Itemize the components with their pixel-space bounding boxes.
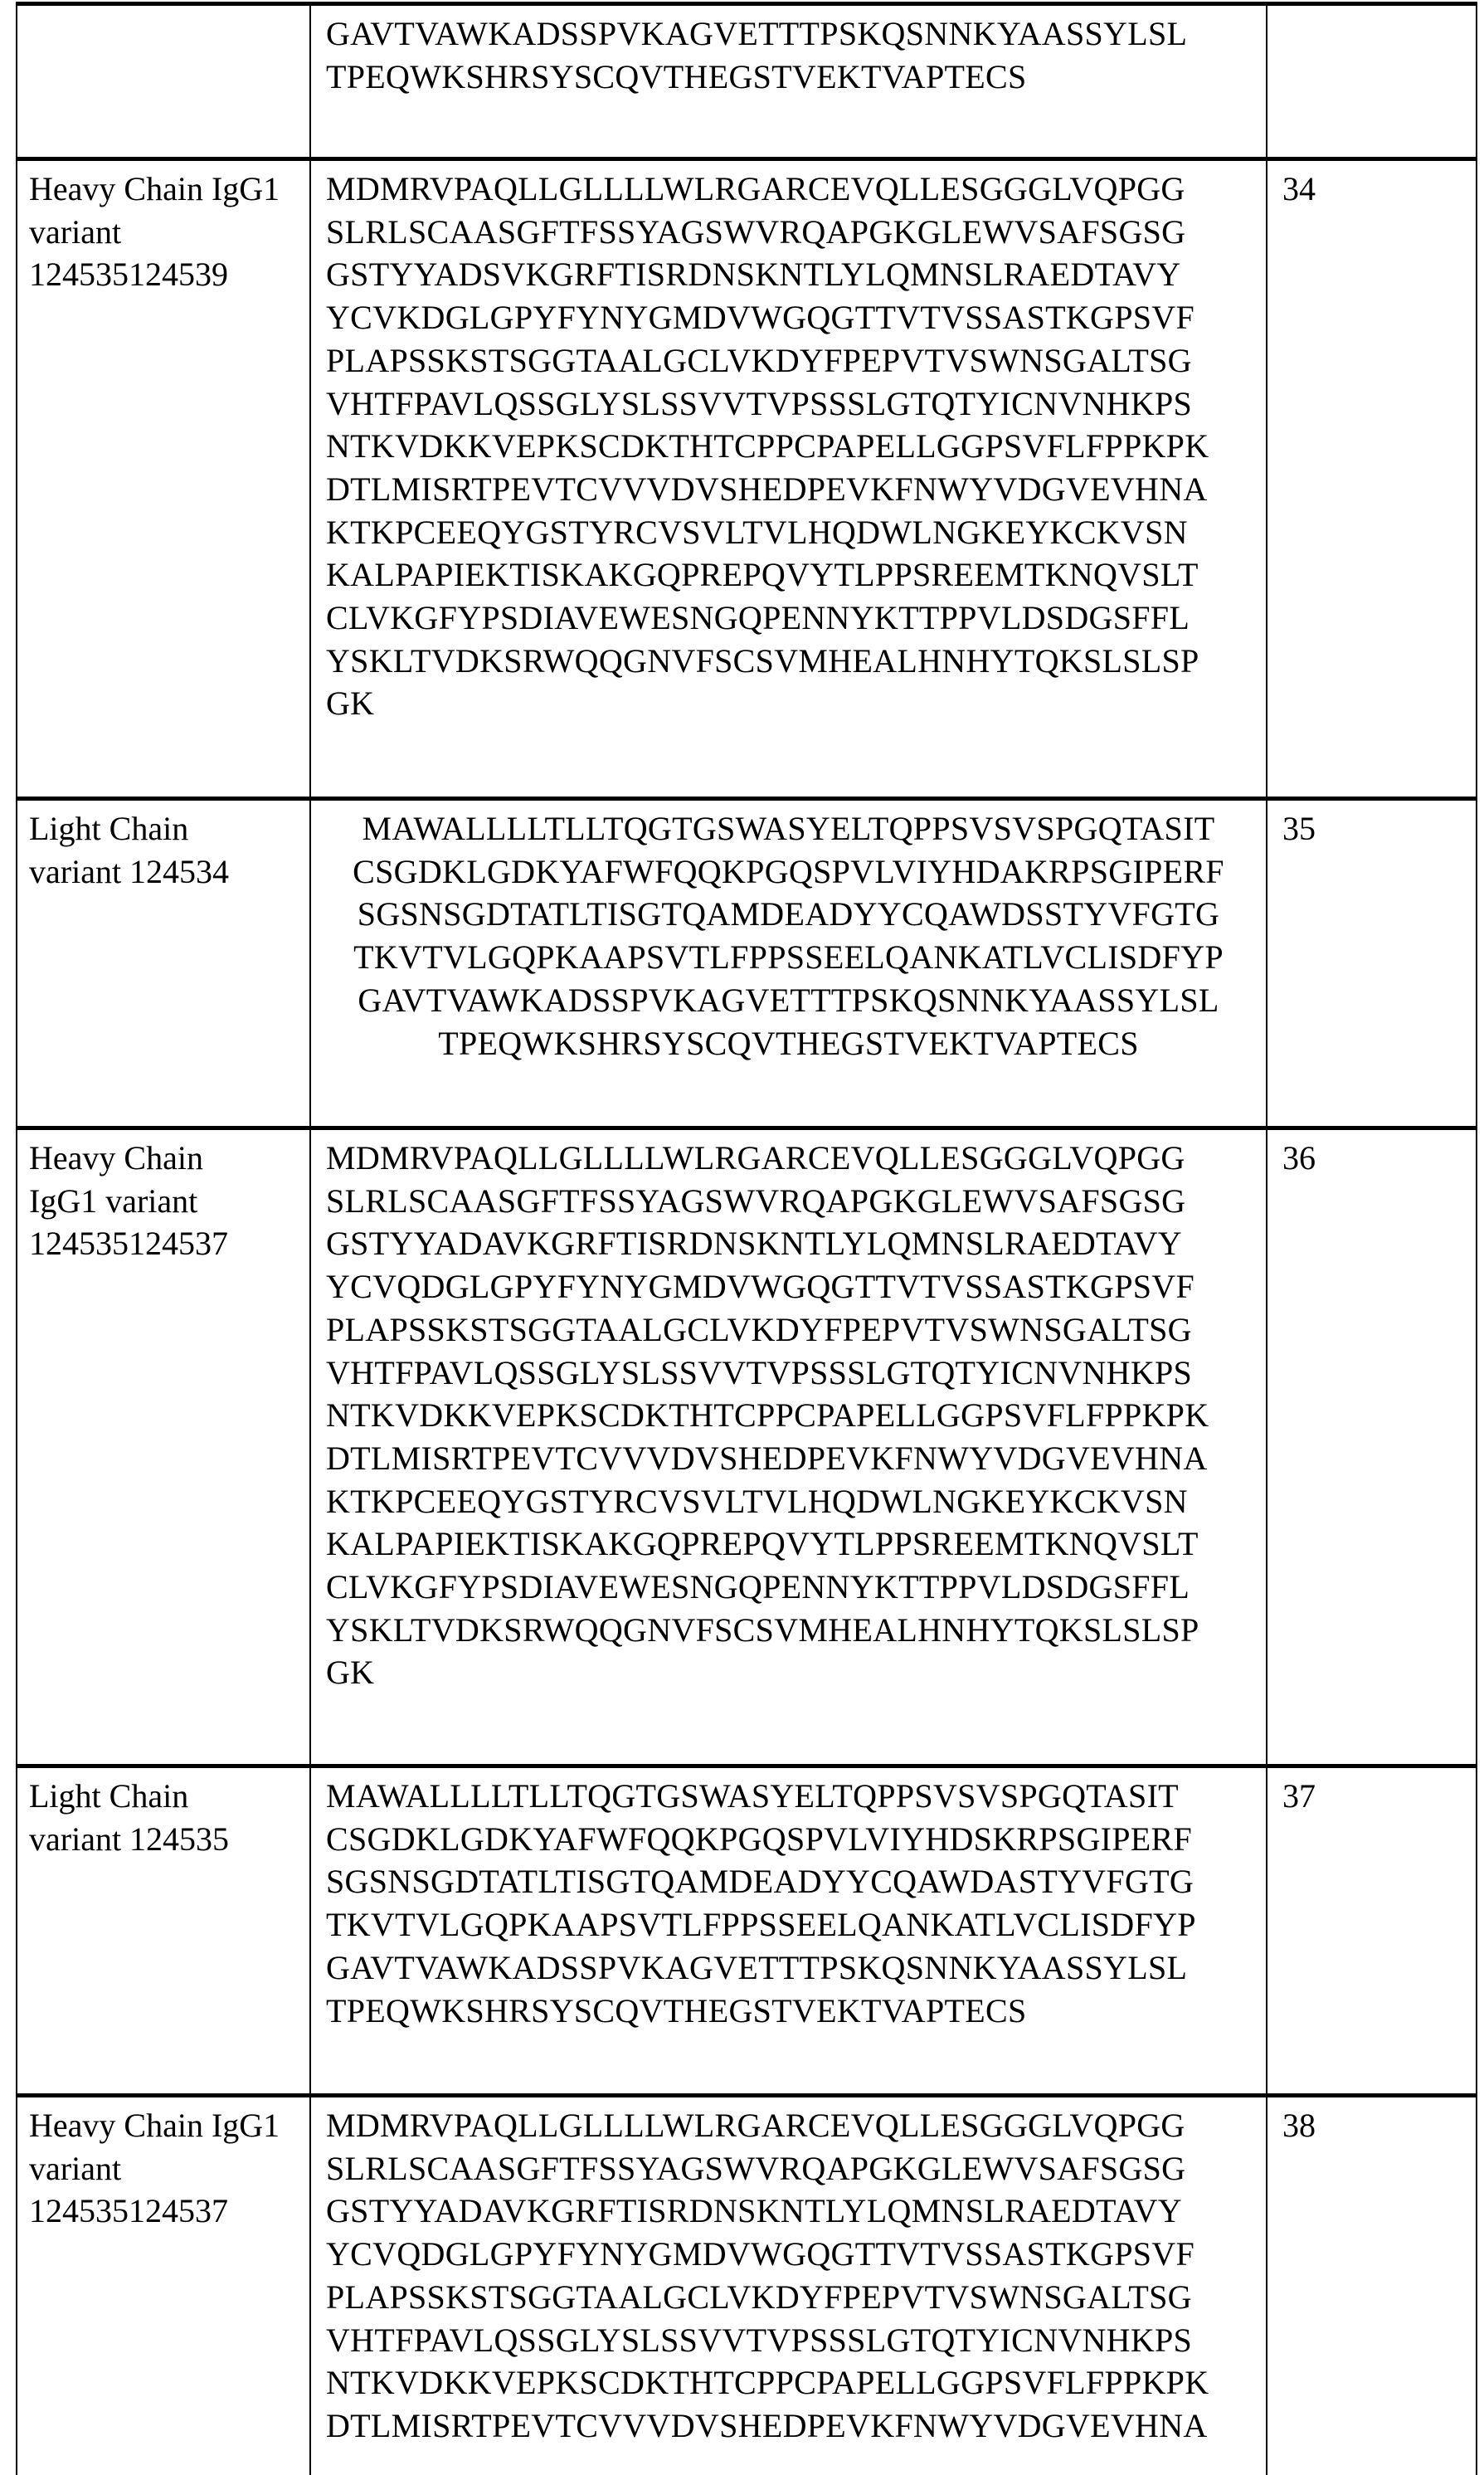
table-row: [16, 2, 1477, 157]
seq-id-number: 37: [1266, 1768, 1477, 2093]
sequence-table: [16, 2, 1477, 2475]
table-row: [16, 797, 1477, 1126]
amino-acid-sequence: MAWALLLLTLLTQGTGSWASYELTQPPSVSVSPGQTASIT CSGDKLGDKYAFWFQQKPGQSPVLVIYHDSKRPSGIPERF SGSNSGDTATLTISGTQAMDEADYYCQAWDASTYVFGTG TKVTVLGQPKAAPSVTLFPPSSEELQANKATLVCLISDFYP GAVTVAWKADSSPVKAGVETTTPSKQSNNKYAASSYLSL TPEQWKSHRSYSCQVTHEGSTVEKTVAPTECS: [309, 1768, 1266, 2093]
seq-id-number: [1266, 6, 1477, 157]
chain-label: Heavy Chain IgG1 variant 124535124537: [16, 1130, 309, 1764]
chain-label: Heavy Chain IgG1 variant 124535124539: [16, 161, 309, 797]
seq-id-number: 38: [1266, 2097, 1477, 2475]
table-row: [16, 2093, 1477, 2475]
table-row: [16, 1764, 1477, 2093]
amino-acid-sequence: MDMRVPAQLLGLLLLWLRGARCEVQLLESGGGLVQPGG SLRLSCAASGFTFSSYAGSWVRQAPGKGLEWVSAFSGSG GSTYYADAVKGRFTISRDNSKNTLYLQMNSLRAEDTAVY YCVQDGLGPYFYNYGMDVWGQGTTVTVSSASTKGPSVF PLAPSSKSTSGGTAALGCLVKDYFPEPVTVSWNSGALTSG VHTFPAVLQSSGLYSLSSVVTVPSSSLGTQTYICNVNHKPS NTKVDKKVEPKSCDKTHTCPPCPAPELLGGPSVFLFPPKPK DTLMISRTPEVTCVVVDVSHEDPEVKFNWYVDGVEVHNA: [309, 2097, 1266, 2475]
seq-id-number: 35: [1266, 801, 1477, 1126]
amino-acid-sequence: MDMRVPAQLLGLLLLWLRGARCEVQLLESGGGLVQPGG SLRLSCAASGFTFSSYAGSWVRQAPGKGLEWVSAFSGSG GSTYYADAVKGRFTISRDNSKNTLYLQMNSLRAEDTAVY YCVQDGLGPYFYNYGMDVWGQGTTVTVSSASTKGPSVF PLAPSSKSTSGGTAALGCLVKDYFPEPVTVSWNSGALTSG VHTFPAVLQSSGLYSLSSVVTVPSSSLGTQTYICNVNHKPS NTKVDKKVEPKSCDKTHTCPPCPAPELLGGPSVFLFPPKPK DTLMISRTPEVTCVVVDVSHEDPEVKFNWYVDGVEVHNA KTKPCEEQYGSTYRCVSVLTVLHQDWLNGKEYKCKVSN KALPAPIEKTISKAKGQPREPQVYTLPPSREEMTKNQVSLT CLVKGFYPSDIAVEWESNGQPENNYKTTPPVLDSDGSFFL YSKLTVDKSRWQQGNVFSCSVMHEALHNHYTQKSLSLSP GK: [309, 1130, 1266, 1764]
amino-acid-sequence: MAWALLLLTLLTQGTGSWASYELTQPPSVSVSPGQTASIT CSGDKLGDKYAFWFQQKPGQSPVLVIYHDAKRPSGIPERF SGSNSGDTATLTISGTQAMDEADYYCQAWDSSTYVFGTG TKVTVLGQPKAAPSVTLFPPSSEELQANKATLVCLISDFYP GAVTVAWKADSSPVKAGVETTTPSKQSNNKYAASSYLSL TPEQWKSHRSYSCQVTHEGSTVEKTVAPTECS: [309, 801, 1266, 1126]
table-row: [16, 157, 1477, 797]
chain-label: Heavy Chain IgG1 variant 124535124537: [16, 2097, 309, 2475]
amino-acid-sequence: MDMRVPAQLLGLLLLWLRGARCEVQLLESGGGLVQPGG SLRLSCAASGFTFSSYAGSWVRQAPGKGLEWVSAFSGSG GSTYYADSVKGRFTISRDNSKNTLYLQMNSLRAEDTAVY YCVKDGLGPYFYNYGMDVWGQGTTVTVSSASTKGPSVF PLAPSSKSTSGGTAALGCLVKDYFPEPVTVSWNSGALTSG VHTFPAVLQSSGLYSLSSVVTVPSSSLGTQTYICNVNHKPS NTKVDKKVEPKSCDKTHTCPPCPAPELLGGPSVFLFPPKPK DTLMISRTPEVTCVVVDVSHEDPEVKFNWYVDGVEVHNA KTKPCEEQYGSTYRCVSVLTVLHQDWLNGKEYKCKVSN KALPAPIEKTISKAKGQPREPQVYTLPPSREEMTKNQVSLT CLVKGFYPSDIAVEWESNGQPENNYKTTPPVLDSDGSFFL YSKLTVDKSRWQQGNVFSCSVMHEALHNHYTQKSLSLSP GK: [309, 161, 1266, 797]
chain-label: [16, 6, 309, 157]
seq-id-number: 36: [1266, 1130, 1477, 1764]
amino-acid-sequence: GAVTVAWKADSSPVKAGVETTTPSKQSNNKYAASSYLSL TPEQWKSHRSYSCQVTHEGSTVEKTVAPTECS: [309, 6, 1266, 157]
chain-label: Light Chain variant 124535: [16, 1768, 309, 2093]
table-row: [16, 1126, 1477, 1764]
seq-id-number: 34: [1266, 161, 1477, 797]
chain-label: Light Chain variant 124534: [16, 801, 309, 1126]
